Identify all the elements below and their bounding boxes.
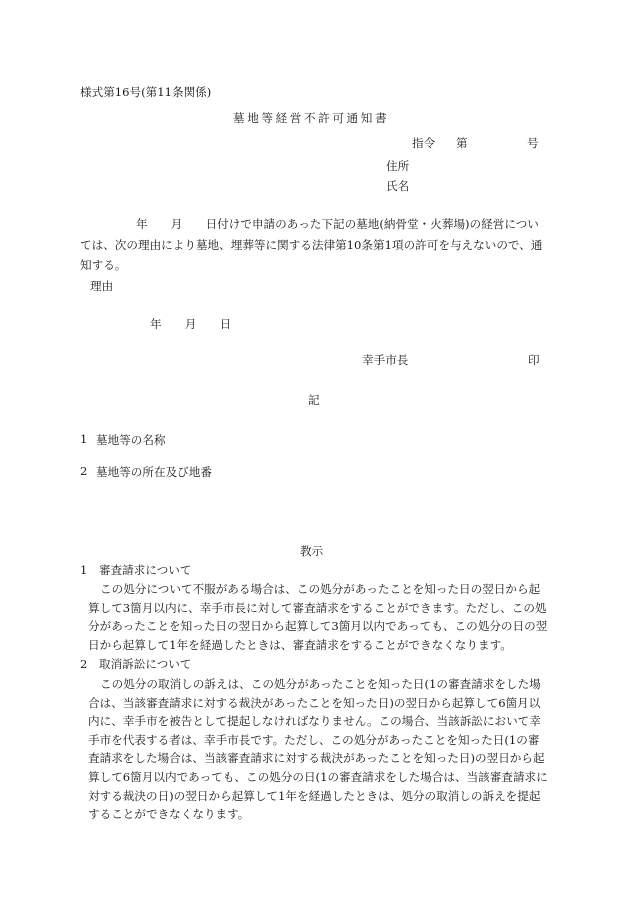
section-line: 内に、幸手市を被告として提起しなければなりません。この場合、当該訴訟において幸 [88,714,541,729]
section-line: この処分について不服がある場合は、この処分があったことを知った日の翌日から起 [100,582,541,596]
issuer-name: 幸手市長 [362,353,409,367]
section-line: 算して6箇月以内であっても、この処分の日(1の審査請求をした場合は、当該審査請求に [88,769,548,784]
seal-mark: 印 [528,353,540,367]
section-body [88,675,548,824]
section-heading: 1 審査請求について [80,563,192,577]
reason-label: 理由 [90,279,114,293]
page-title: 墓地等経営不許可通知書 [233,111,390,125]
section-line: 算して3箇月以内に、幸手市長に対して審査請求をすることができます。ただし、この処 [88,600,547,615]
section-line: 対する裁決の日)の翌日から起算して1年を経過したときは、処分の取消しの訴えを提起 [88,788,541,803]
body-line: ては、次の理由により墓地、埋葬等に関する法律第10条第1項の許可を与えないので、通 [80,237,543,252]
item-label: 墓地等の所在及び地番 [96,465,212,479]
section-line: 分があったことを知った日の翌日から起算して3箇月以内であっても、この処分の日の翌 [88,619,548,634]
item-number: 2 [80,464,88,478]
section-line: 日から起算して1年を経過したときは、審査請求をすることができなくなります。 [88,637,512,652]
ki-heading: 記 [308,393,320,407]
section-body [88,580,547,654]
date-line: 年 月 日 [150,317,232,331]
section-line: 手市を代表する者は、幸手市長です。ただし、この処分があったことを知った日(1の審 [88,732,540,747]
body-text [80,214,542,276]
doc-number-mid: 第 [456,136,468,150]
section-line: することができなくなります。 [88,807,250,822]
doc-number-suffix: 号 [527,136,539,150]
section-heading: 2 取消訴訟について [80,657,192,671]
section-line: この処分の取消しの訴えは、この処分があったことを知った日(1の審査請求をした場 [100,677,541,691]
doc-number-prefix: 指令 [412,136,436,150]
notice-heading: 教示 [300,544,324,558]
section-line: 合は、当該審査請求に対する裁決があったことを知った日)の翌日から起算して6箇月以 [88,695,541,710]
item-number: 1 [80,432,88,446]
name-label: 氏名 [386,179,410,193]
section-line: 査請求をした場合は、当該審査請求に対する裁決があったことを知った日)の翌日から起 [88,751,545,766]
address-label: 住所 [386,159,410,173]
body-line: 年 月 日付けで申請のあった下記の墓地(納骨堂・火葬場)の経営につい [136,217,539,231]
item-label: 墓地等の名称 [96,433,166,447]
form-number: 様式第16号(第11条関係) [80,85,212,99]
body-line: 知する。 [80,258,127,272]
